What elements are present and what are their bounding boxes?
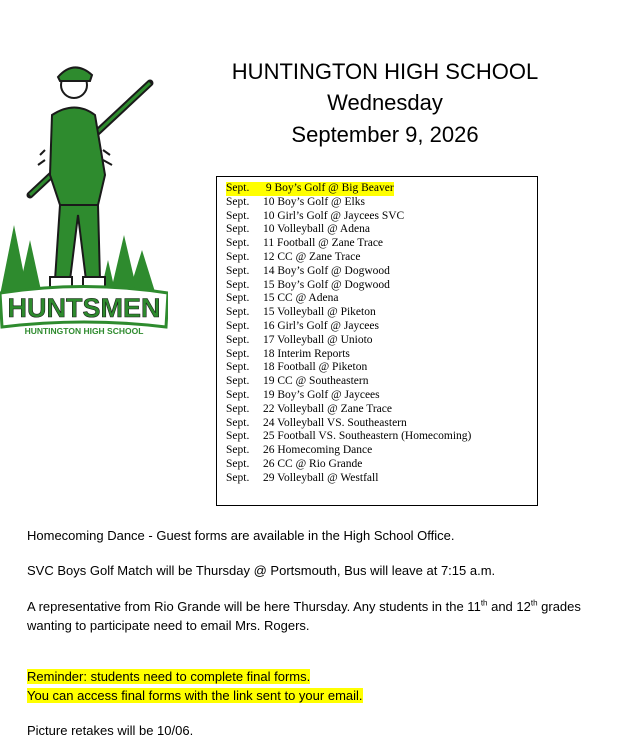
schedule-month: Sept. xyxy=(226,457,250,470)
schedule-event: 10 Volleyball @ Adena xyxy=(263,223,370,236)
reminder-line-2: You can access final forms with the link sent to your email. xyxy=(27,688,363,703)
schedule-row xyxy=(226,320,537,334)
reminder-line-1: Reminder: students need to complete final forms. xyxy=(27,669,311,684)
schedule-event: 26 Homecoming Dance xyxy=(263,444,373,457)
schedule-event: 19 CC @ Southeastern xyxy=(263,375,369,388)
schedule-month: Sept. xyxy=(226,333,250,346)
logo-wordmark: HUNTSMEN xyxy=(7,293,161,323)
schedule-month: Sept. xyxy=(226,278,250,291)
schedule-box xyxy=(216,176,538,506)
schedule-month: Sept. xyxy=(226,402,250,415)
reminder-note xyxy=(27,667,617,705)
schedule-month: Sept. xyxy=(226,471,250,484)
schedule-row xyxy=(226,265,537,279)
schedule-month: Sept. xyxy=(226,250,250,263)
schedule-row xyxy=(226,361,537,375)
schedule-row xyxy=(226,223,537,237)
schedule-month: Sept. xyxy=(226,388,250,401)
schedule-month: Sept. xyxy=(226,444,250,457)
schedule-row xyxy=(226,334,537,348)
schedule-event: 18 Interim Reports xyxy=(263,347,350,360)
schedule-month: Sept. xyxy=(226,416,250,429)
schedule-event: 19 Boy’s Golf @ Jaycees xyxy=(263,388,380,401)
schedule-event: 22 Volleyball @ Zane Trace xyxy=(263,402,392,415)
schedule-row xyxy=(226,210,537,224)
schedule-row xyxy=(226,375,537,389)
schedule-event: 10 Boy’s Golf @ Elks xyxy=(263,195,365,208)
schedule-event: 15 Boy’s Golf @ Dogwood xyxy=(263,278,390,291)
schedule-row xyxy=(226,292,537,306)
schedule-month: Sept. xyxy=(226,347,250,360)
schedule-row xyxy=(226,251,537,265)
schedule-row xyxy=(226,403,537,417)
schedule-month: Sept. xyxy=(226,182,250,194)
schedule-row xyxy=(226,237,537,251)
schedule-row xyxy=(226,182,537,196)
schedule-event: 14 Boy’s Golf @ Dogwood xyxy=(263,264,390,277)
schedule-row xyxy=(226,348,537,362)
logo-subtitle: HUNTINGTON HIGH SCHOOL xyxy=(24,326,144,336)
schedule-month: Sept. xyxy=(226,223,250,236)
schedule-event: 12 CC @ Zane Trace xyxy=(263,250,361,263)
schedule-event: 15 CC @ Adena xyxy=(263,292,339,305)
school-name: HUNTINGTON HIGH SCHOOL xyxy=(231,59,539,84)
schedule-row xyxy=(226,430,537,444)
schedule-event: 9 Boy’s Golf @ Big Beaver xyxy=(263,182,394,194)
schedule-event: 25 Football VS. Southeastern (Homecoming) xyxy=(263,430,472,443)
schedule-month: Sept. xyxy=(226,292,250,305)
golf-note: SVC Boys Golf Match will be Thursday @ Portsmouth, Bus will leave at 7:15 a.m. xyxy=(27,563,496,578)
schedule-row xyxy=(226,444,537,458)
rio-grande-note: A representative from Rio Grande will be here Thursday. Any students in the 11th and 12th grades wanting to participate need to email Mrs. Rogers. xyxy=(27,598,581,633)
schedule-event: 29 Volleyball @ Westfall xyxy=(263,471,379,484)
schedule-event: 16 Girl’s Golf @ Jaycees xyxy=(263,319,379,332)
schedule-row xyxy=(226,472,537,486)
schedule-event: 18 Football @ Piketon xyxy=(263,361,368,374)
schedule-month: Sept. xyxy=(226,375,250,388)
schedule-event: 26 CC @ Rio Grande xyxy=(263,457,363,470)
huntsmen-logo xyxy=(0,55,168,337)
schedule-row xyxy=(226,458,537,472)
schedule-month: Sept. xyxy=(226,361,250,374)
schedule-event: 10 Girl’s Golf @ Jaycees SVC xyxy=(263,209,405,222)
schedule-month: Sept. xyxy=(226,209,250,222)
schedule-row xyxy=(226,196,537,210)
schedule-month: Sept. xyxy=(226,264,250,277)
schedule-month: Sept. xyxy=(226,430,250,443)
day-of-week: Wednesday xyxy=(327,90,443,115)
homecoming-note: Homecoming Dance - Guest forms are available in the High School Office. xyxy=(27,528,455,543)
schedule-month: Sept. xyxy=(226,237,250,250)
schedule-row xyxy=(226,389,537,403)
schedule-event: 15 Volleyball @ Piketon xyxy=(263,306,376,319)
schedule-event: 24 Volleyball VS. Southeastern xyxy=(263,416,407,429)
date-heading: September 9, 2026 xyxy=(291,122,479,147)
schedule-month: Sept. xyxy=(226,195,250,208)
schedule-event: 11 Football @ Zane Trace xyxy=(263,237,384,250)
schedule-month: Sept. xyxy=(226,306,250,319)
schedule-row xyxy=(226,279,537,293)
schedule-event: 17 Volleyball @ Unioto xyxy=(263,333,373,346)
schedule-row xyxy=(226,306,537,320)
schedule-month: Sept. xyxy=(226,319,250,332)
schedule-row xyxy=(226,417,537,431)
retakes-note: Picture retakes will be 10/06. xyxy=(27,723,194,738)
